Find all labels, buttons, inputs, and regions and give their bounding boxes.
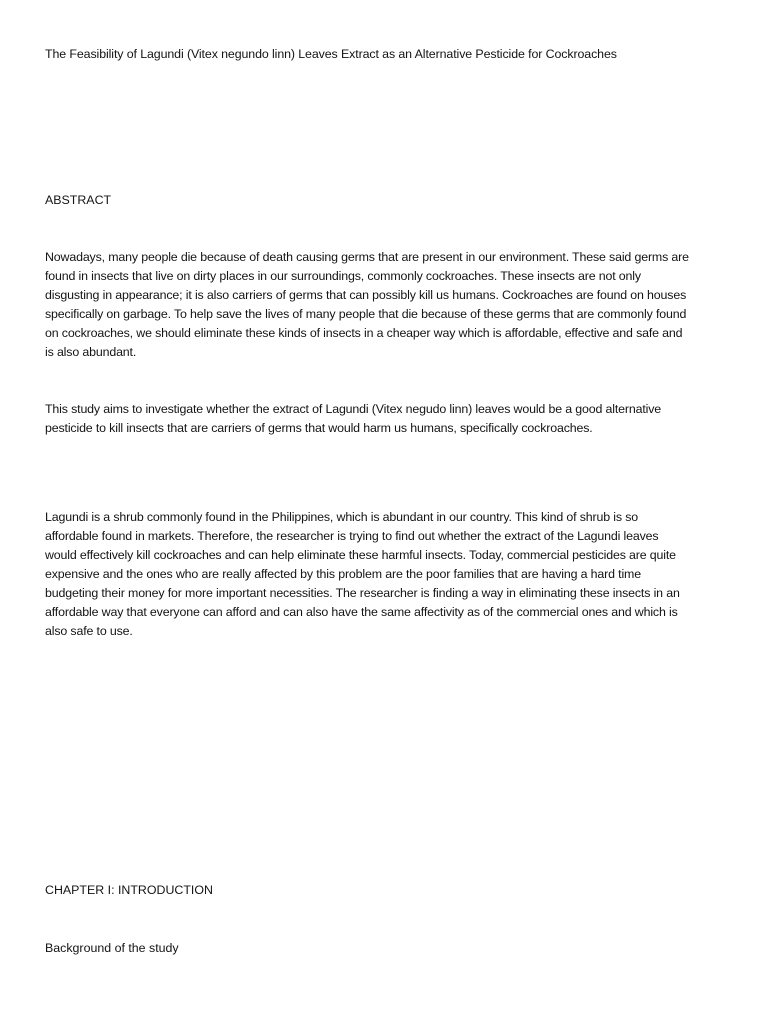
abstract-paragraph-3 <box>45 508 721 641</box>
document-title: The Feasibility of Lagundi (Vitex negundo linn) Leaves Extract as an Alternative Pesticide for Cockroaches <box>45 47 617 61</box>
abstract-heading: ABSTRACT <box>45 193 112 207</box>
abstract-paragraph-2 <box>45 400 721 438</box>
paragraph-line: affordable way that everyone can afford and can also have the same affectivity as of the commercial ones and which is <box>45 605 678 619</box>
paragraph-line: would effectively kill cockroaches and can help eliminate these harmful insects. Today, commercial pesticides are quite <box>45 548 676 562</box>
paragraph-line: also safe to use. <box>45 624 133 638</box>
paragraph-line: This study aims to investigate whether the extract of Lagundi (Vitex negudo linn) leaves would be a good alternative <box>45 402 662 416</box>
paragraph-line: disgusting in appearance; it is also carriers of germs that can possibly kill us humans. Cockroaches are found on houses <box>45 288 687 302</box>
paragraph-line: found in insects that live on dirty places in our surroundings, commonly cockroaches. These insects are not only <box>45 269 641 283</box>
paragraph-line: budgeting their money for more important necessities. The researcher is finding a way in eliminating these insects in an <box>45 586 680 600</box>
paragraph-line: specifically on garbage. To help save the lives of many people that die because of these germs that are commonly found <box>45 307 687 321</box>
paragraph-line: is also abundant. <box>45 345 137 359</box>
abstract-paragraph-1 <box>45 248 721 362</box>
paragraph-line: affordable found in markets. Therefore, the researcher is trying to find out whether the extract of the Lagundi leaves <box>45 529 659 543</box>
paragraph-line: on cockroaches, we should eliminate these kinds of insects in a cheaper way which is affordable, effective and safe and <box>45 326 683 340</box>
paragraph-line: expensive and the ones who are really affected by this problem are the poor families that are having a hard time <box>45 567 641 581</box>
paragraph-line: pesticide to kill insects that are carriers of germs that would harm us humans, specifically cockroaches. <box>45 421 593 435</box>
section-heading: Background of the study <box>45 941 179 955</box>
paragraph-line: Nowadays, many people die because of death causing germs that are present in our environment. These said germs are <box>45 250 689 264</box>
paragraph-line: Lagundi is a shrub commonly found in the Philippines, which is abundant in our country. This kind of shrub is so <box>45 510 638 524</box>
chapter-heading: CHAPTER I: INTRODUCTION <box>45 883 213 897</box>
